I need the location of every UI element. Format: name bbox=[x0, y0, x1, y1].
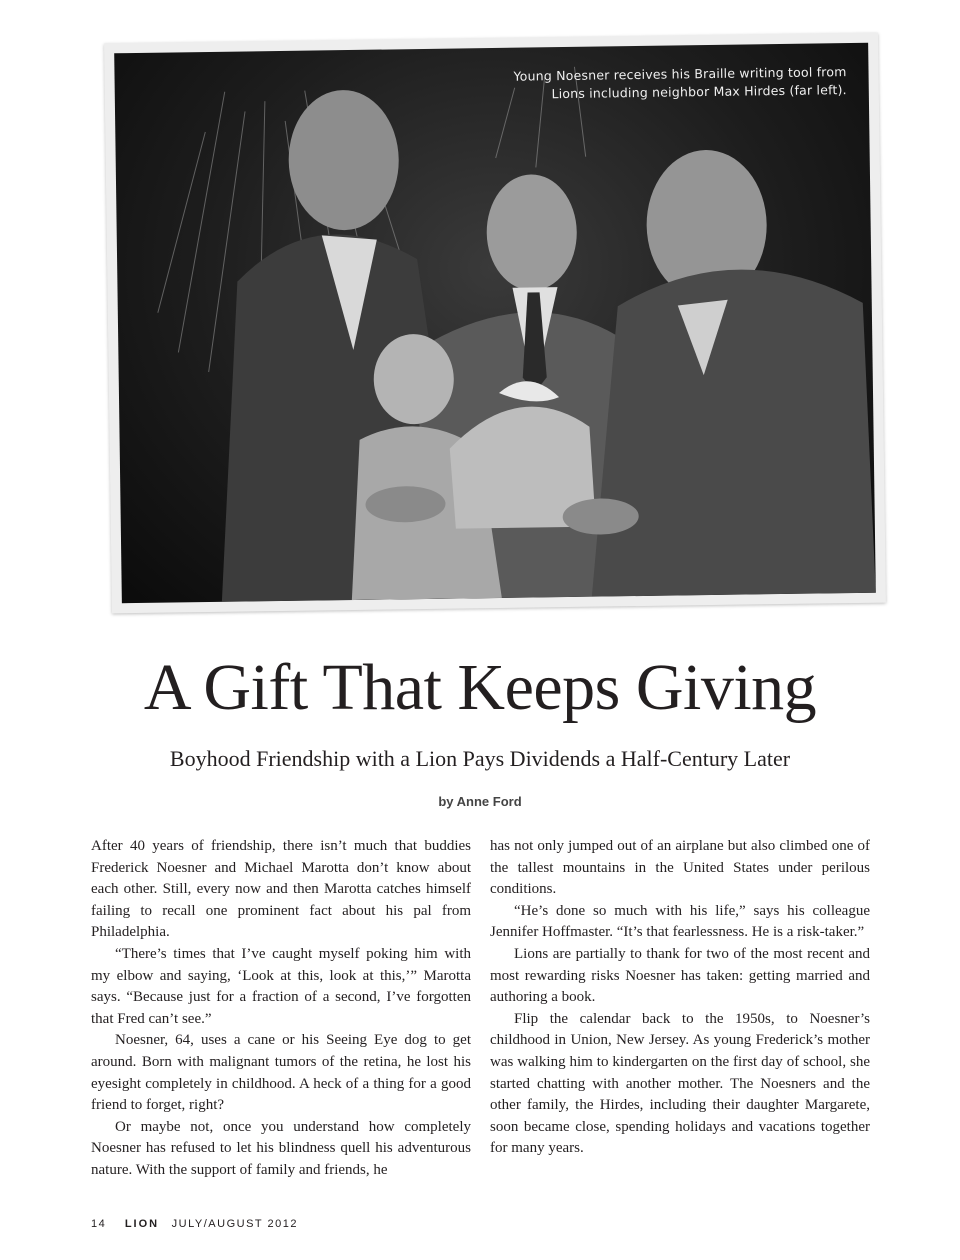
paragraph: After 40 years of friendship, there isn’t much that buddies Frederick Noesner and Michael Marotta don’t know about each other. Still, every now and then Marotta catches himself failing to recall one prominent fact about his pal from Philadelphia. bbox=[91, 838, 471, 941]
caption-line-1: Young Noesner receives his Braille writing tool from bbox=[513, 64, 847, 84]
paragraph: Noesner, 64, uses a cane or his Seeing Eye dog to get around. Born with malignant tumors of the retina, he lost his eyesight completely in childhood. A heck of a thing for a good friend to forget, right? bbox=[91, 1032, 471, 1114]
photo-illustration bbox=[114, 43, 876, 603]
photo-caption bbox=[426, 63, 846, 105]
page-footer bbox=[91, 1218, 298, 1230]
article-byline: by Anne Ford bbox=[438, 794, 522, 809]
magazine-name: LION bbox=[124, 1218, 160, 1230]
paragraph: “He’s done so much with his life,” says his colleague Jennifer Hoffmaster. “It’s that fearlessness. He is a risk-taker.” bbox=[490, 902, 870, 941]
paragraph: Flip the calendar back to the 1950s, to Noesner’s childhood in Union, New Jersey. As young Frederick’s mother was walking him to kindergarten on the first day of school, she started chatting with another mother. The Noesners and the other family, the Hirdes, including their daughter Margarete, soon became close, spending holidays and vacations together for many years. bbox=[490, 1010, 870, 1157]
issue-date: JULY/AUGUST 2012 bbox=[171, 1218, 298, 1230]
caption-line-2: Lions including neighbor Max Hirdes (far left). bbox=[551, 82, 847, 102]
photo-frame bbox=[104, 33, 886, 614]
paragraph: has not only jumped out of an airplane but also climbed one of the tallest mountains in the United States under perilous conditions. bbox=[490, 838, 870, 898]
body-column-left bbox=[91, 836, 471, 1182]
paragraph: “There’s times that I’ve caught myself poking him with my elbow and saying, ‘Look at this, look at this,’” Marotta says. “Because just for a fraction of a second, I’ve forgotten that Fred can’t see.” bbox=[91, 945, 471, 1027]
article-title: A Gift That Keeps Giving bbox=[143, 651, 817, 724]
historical-photo bbox=[114, 43, 876, 603]
page-number: 14 bbox=[91, 1218, 107, 1230]
paragraph: Or maybe not, once you understand how completely Noesner has refused to let his blindness quell his adventurous nature. With the support of family and friends, he bbox=[91, 1118, 471, 1178]
paragraph: Lions are partially to thank for two of the most recent and most rewarding risks Noesner has taken: getting married and authoring a book. bbox=[490, 945, 870, 1006]
article-subtitle: Boyhood Friendship with a Lion Pays Dividends a Half-Century Later bbox=[169, 746, 791, 771]
body-column-right bbox=[490, 836, 870, 1160]
